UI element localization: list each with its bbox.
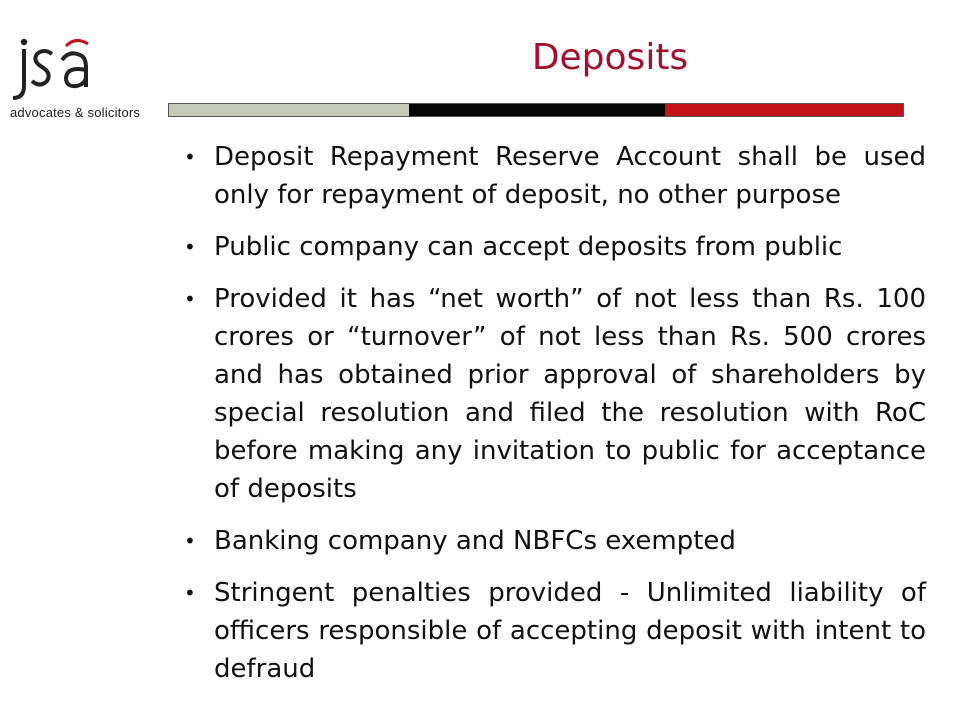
bullet-item <box>182 280 926 508</box>
bullet-icon: • <box>184 287 196 311</box>
bullet-list <box>182 138 926 702</box>
slide-title: Deposits <box>531 37 689 78</box>
bullet-item <box>182 228 926 266</box>
color-bar-red-segment <box>665 104 903 116</box>
decorative-color-bar <box>168 103 904 117</box>
bullet-item <box>182 138 926 214</box>
bullet-text: Public company can accept deposits from public <box>214 232 843 262</box>
bullet-icon: • <box>184 529 196 553</box>
bullet-text: Provided it has “net worth” of not less than Rs. 100 crores or “turnover” of not less than Rs. 500 crores and has obtained prior approval of shareholders by special resolution and filed the resolution with RoC before making any invitation to public for acceptance of deposits <box>214 284 926 504</box>
bullet-icon: • <box>184 581 196 605</box>
bullet-text: Banking company and NBFCs exempted <box>214 526 736 556</box>
bullet-icon: • <box>184 145 196 169</box>
logo-tagline: advocates & solicitors <box>10 105 141 120</box>
color-bar-black-segment <box>409 104 665 116</box>
bullet-text: Deposit Repayment Reserve Account shall be used only for repayment of deposit, no other purpose <box>214 142 926 210</box>
bullet-item <box>182 522 926 560</box>
color-bar-grey-segment <box>169 104 409 116</box>
jsa-logo <box>0 30 158 122</box>
bullet-text: Stringent penalties provided - Unlimited liability of officers responsible of accepting deposit with intent to defraud <box>214 578 926 684</box>
jsa-logo-mark <box>0 30 158 105</box>
bullet-item <box>182 574 926 688</box>
bullet-icon: • <box>184 235 196 259</box>
